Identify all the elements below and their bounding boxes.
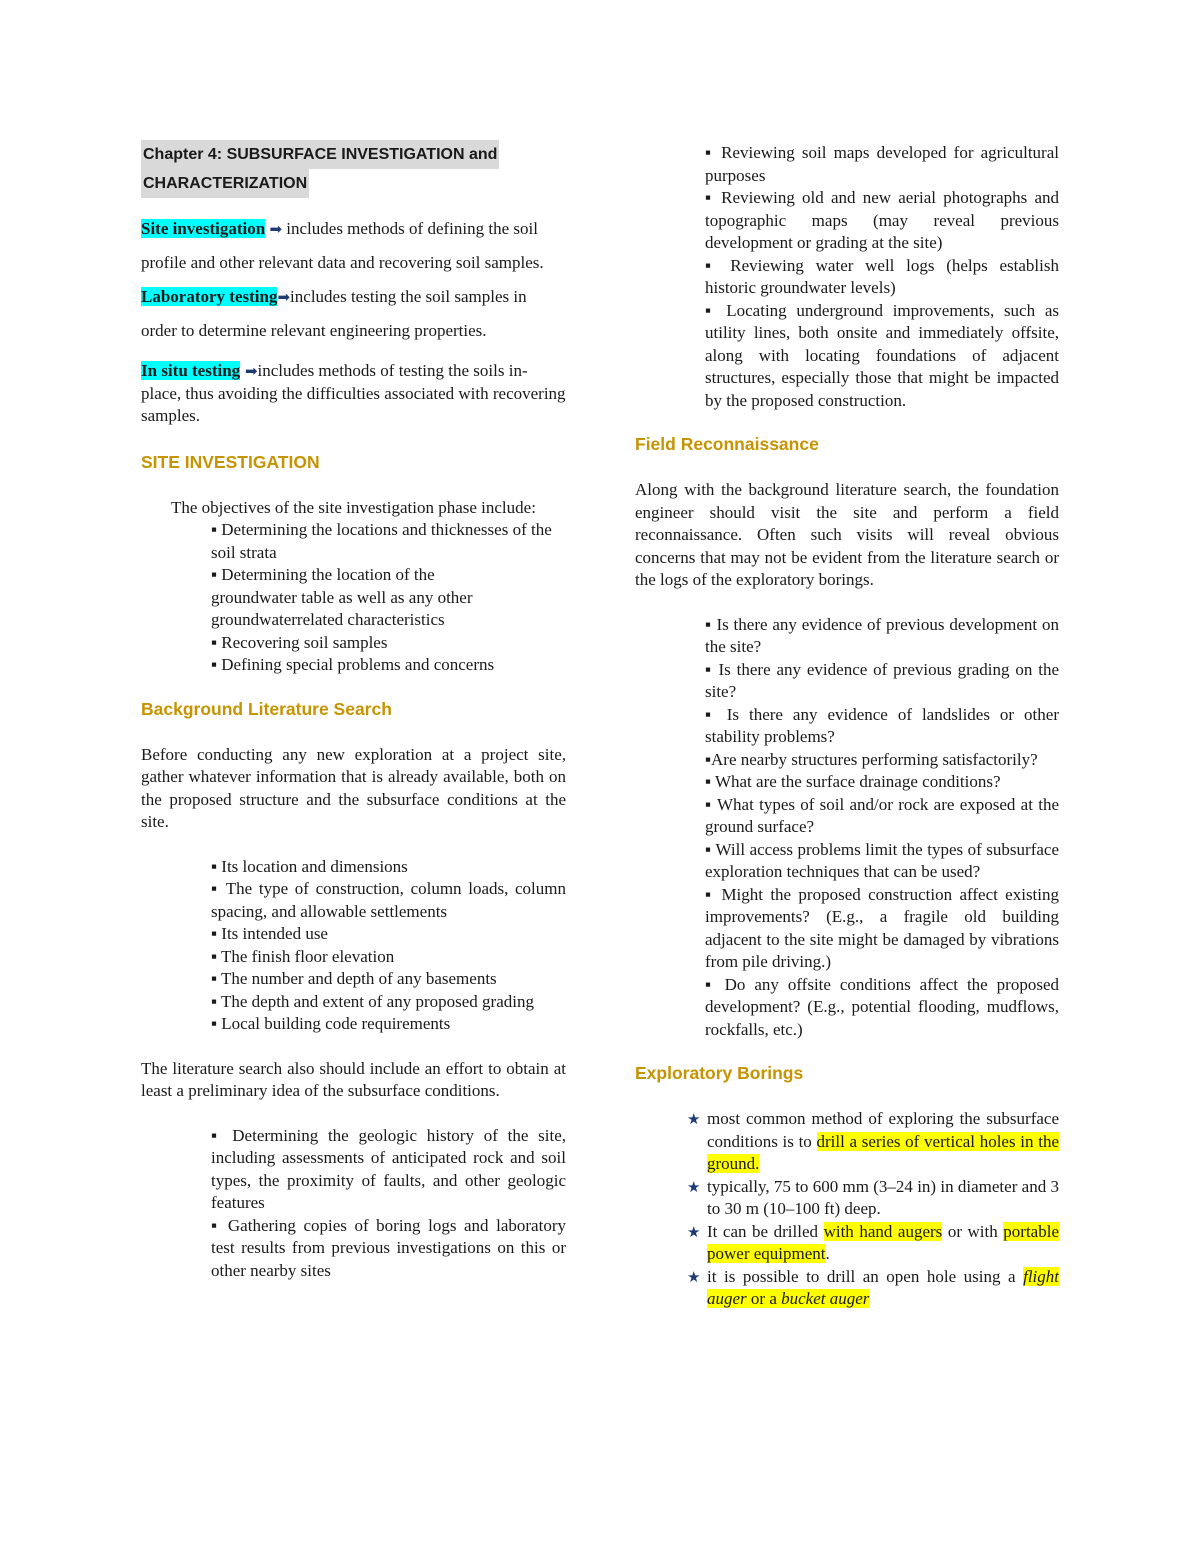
borings-heading: Exploratory Borings: [635, 1063, 804, 1083]
borings-item1-text: most common method of exploring the subsurface conditions is to: [707, 1109, 1059, 1151]
list-item: [687, 1221, 1059, 1266]
list-item: ▪ Is there any evidence of landslides or other stability problems?: [705, 704, 1059, 746]
list-item: [687, 1266, 1059, 1311]
list-item: ▪ Is there any evidence of previous development on the site?: [705, 614, 1059, 656]
list-item: ▪ Gathering copies of boring logs and laboratory test results from previous investigations on this or other nearby sites: [211, 1215, 566, 1280]
list-item: ▪ Determining the location of the groundwater table as well as any other groundwaterrelated characteristics: [211, 565, 473, 629]
background-intro: Before conducting any new exploration at a project site, gather whatever information that is already available, both on the proposed structure and the subsurface conditions at the site.: [141, 744, 566, 831]
borings-item3-text: It can be drilled: [707, 1221, 824, 1241]
site-investigation-term: Site investigation: [141, 219, 266, 238]
background-list-2: [211, 1125, 566, 1283]
chapter-title-line2: CHARACTERIZATION: [141, 169, 309, 198]
borings-item4-highlight3: bucket auger: [781, 1289, 870, 1308]
chapter-title: [141, 140, 566, 198]
borings-item3-text2: or with: [942, 1221, 1004, 1241]
lab-testing-definition: [141, 280, 566, 348]
background-list: [211, 856, 566, 1036]
list-item: ▪ What types of soil and/or rock are exposed at the ground surface?: [705, 794, 1059, 836]
list-item: ▪ What are the surface drainage conditions?: [705, 772, 1001, 791]
list-item: ▪ The type of construction, column loads, column spacing, and allowable settlements: [211, 879, 566, 921]
insitu-testing-definition: [141, 360, 566, 428]
list-item: ▪ The depth and extent of any proposed grading: [211, 991, 534, 1011]
left-column: [141, 140, 566, 1282]
star-icon: ★: [687, 1222, 701, 1241]
arrow-right-icon: ➡: [269, 220, 283, 238]
field-list: [705, 614, 1059, 1042]
star-icon: ★: [687, 1267, 701, 1286]
arrow-right-icon: ➡: [277, 288, 291, 306]
list-item: ▪ The number and depth of any basements: [211, 969, 497, 988]
list-item: ▪ Recovering soil samples: [211, 632, 388, 652]
site-investigation-intro: The objectives of the site investigation phase include:: [171, 497, 536, 517]
chapter-title-line1: Chapter 4: SUBSURFACE INVESTIGATION and: [141, 140, 499, 169]
field-intro: Along with the background literature search, the foundation engineer should visit the site and perform a field reconnaissance. Often such visits will reveal obvious concerns that may not be evident from the literature search or the logs of the exploratory borings.: [635, 480, 1059, 589]
insitu-testing-text: includes methods of testing the soils in- place, thus avoiding the difficulties associated with recovering samples.: [141, 361, 566, 425]
site-investigation-heading: SITE INVESTIGATION: [141, 451, 320, 472]
list-item: ▪ Do any offsite conditions affect the proposed development? (E.g., potential flooding, mudflows, rockfalls, etc.): [705, 974, 1059, 1039]
right-column: [635, 140, 1059, 1311]
insitu-testing-term: In situ testing: [141, 361, 241, 380]
background-list-3: [705, 142, 1059, 412]
borings-item3-text3: .: [825, 1244, 830, 1263]
borings-list: [687, 1108, 1059, 1311]
list-item: [687, 1176, 1059, 1221]
borings-item3-highlight2: portable power equipment: [707, 1221, 1059, 1263]
arrow-right-icon: ➡: [240, 362, 258, 380]
list-item: ▪ Will access problems limit the types of subsurface exploration techniques that can be used?: [705, 839, 1059, 881]
lab-testing-text: includes testing the soil samples in order to determine relevant engineering properties.: [141, 287, 527, 340]
list-item: ▪ Locating underground improvements, such as utility lines, both onsite and immediately offsite, along with locating foundations of adjacent structures, especially those that might be impacted by the proposed construction.: [705, 300, 1059, 410]
borings-item4-highlight1: flight auger: [707, 1266, 1059, 1308]
list-item: ▪ Defining special problems and concerns: [211, 655, 495, 674]
star-icon: ★: [687, 1110, 701, 1128]
list-item: ▪ Reviewing old and new aerial photographs and topographic maps (may reveal previous development or grading at the site): [705, 188, 1059, 252]
site-investigation-definition: [141, 212, 566, 280]
list-item: ▪ Its intended use: [211, 924, 328, 943]
list-item: ▪ Is there any evidence of previous grading on the site?: [705, 659, 1059, 701]
borings-item2-text: typically, 75 to 600 mm (3–24 in) in diameter and 3 to 30 m (10–100 ft) deep.: [707, 1176, 1059, 1218]
borings-item4-text: it is possible to drill an open hole using a: [707, 1266, 1024, 1286]
borings-item3-highlight1: with hand augers: [823, 1221, 943, 1241]
site-investigation-text: includes methods of defining the soil profile and other relevant data and recovering soil samples.: [141, 219, 544, 272]
list-item: ▪ Its location and dimensions: [211, 856, 408, 876]
list-item: ▪ Might the proposed construction affect existing improvements? (E.g., a fragile old building adjacent to the site might be damaged by vibrations from pile driving.): [705, 884, 1059, 971]
list-item: ▪ Reviewing water well logs (helps establish historic groundwater levels): [705, 255, 1059, 297]
background-para2: The literature search also should include an effort to obtain at least a preliminary idea of the subsurface conditions.: [141, 1058, 566, 1100]
borings-item4-highlight2: or a: [746, 1289, 782, 1308]
field-heading: Field Reconnaissance: [635, 434, 819, 454]
list-item: ▪ Reviewing soil maps developed for agricultural purposes: [705, 143, 1059, 185]
lab-testing-term: Laboratory testing: [141, 287, 278, 306]
list-item: ▪ Determining the locations and thicknesses of the soil strata: [211, 520, 552, 562]
list-item: ▪Are nearby structures performing satisfactorily?: [705, 749, 1038, 769]
star-icon: ★: [687, 1177, 701, 1196]
borings-item1-highlight: drill a series of vertical holes in the ground.: [707, 1131, 1059, 1173]
list-item: ▪ Local building code requirements: [211, 1014, 451, 1033]
background-heading: Background Literature Search: [141, 698, 392, 719]
site-investigation-list: [211, 519, 566, 677]
list-item: [687, 1108, 1059, 1176]
list-item: ▪ The finish floor elevation: [211, 946, 395, 966]
list-item: ▪ Determining the geologic history of the site, including assessments of anticipated rock and soil types, the proximity of faults, and other geologic features: [211, 1125, 566, 1212]
